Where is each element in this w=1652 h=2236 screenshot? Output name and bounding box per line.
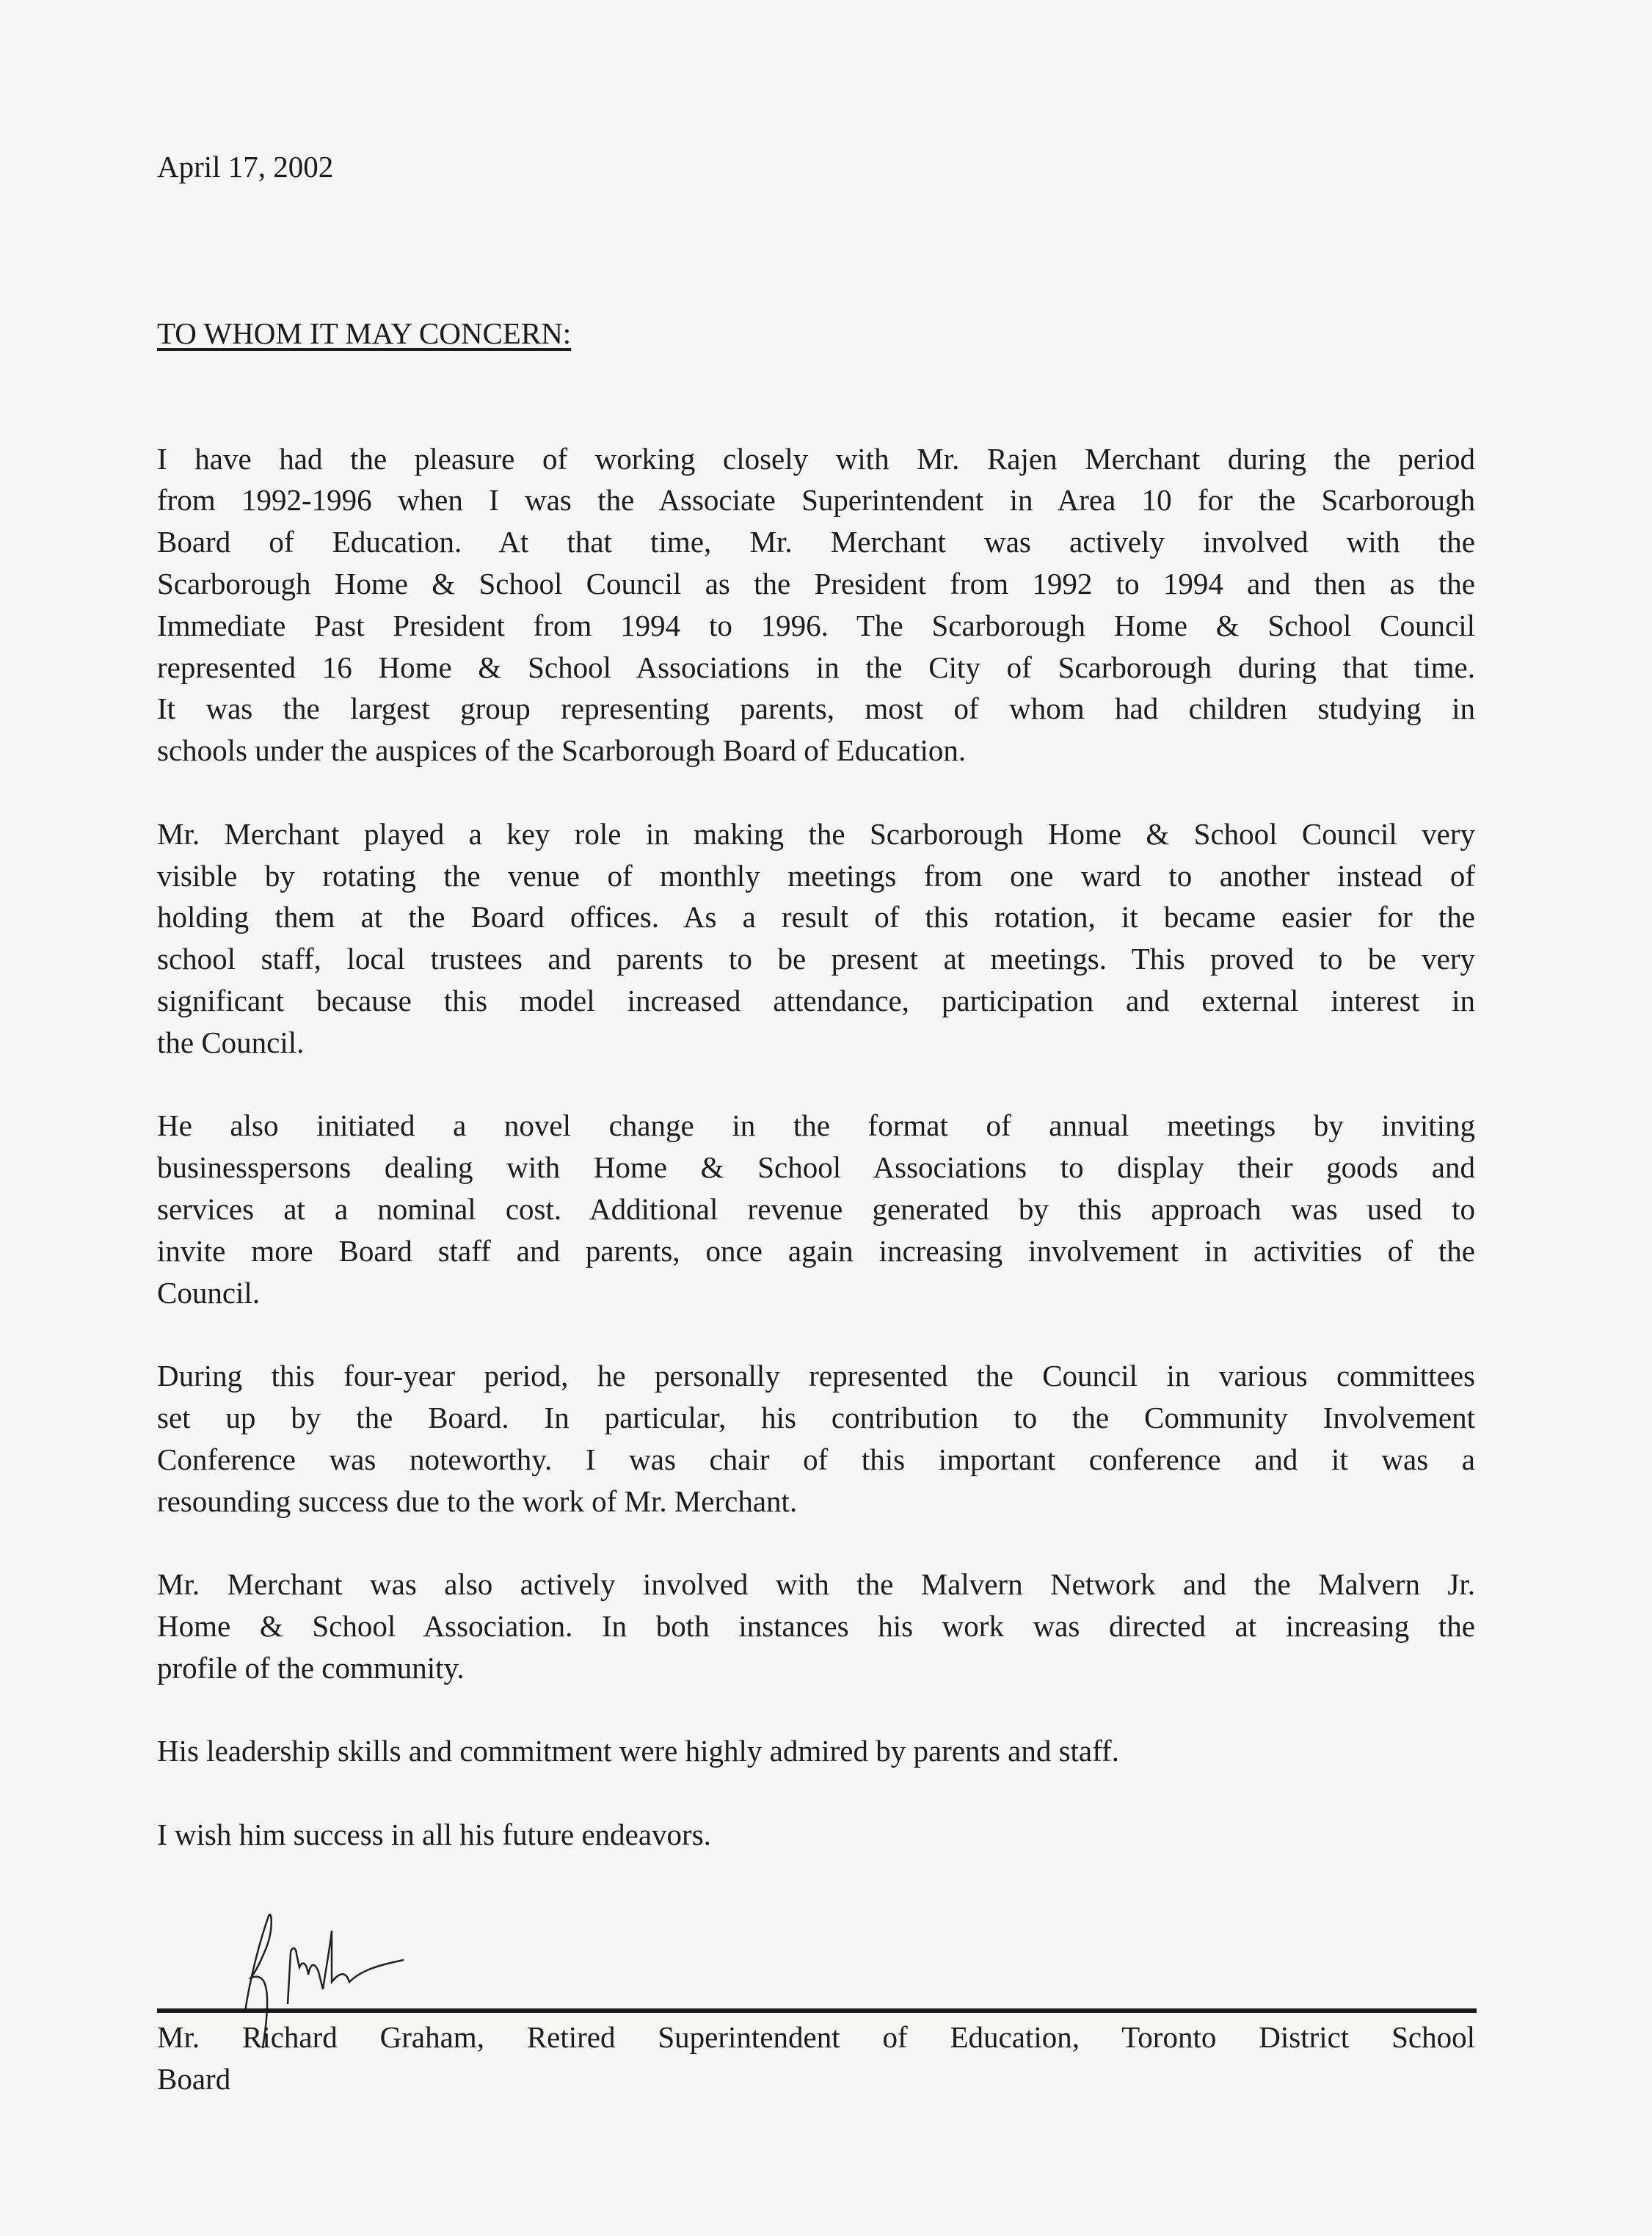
paragraph-line: Home & School Association. In both instances his work was directed at increasing the <box>157 1608 1475 1643</box>
paragraph-line: It was the largest group representing parents, most of whom had children studying in <box>157 692 1475 726</box>
paragraph-line: profile of the community. <box>157 1650 465 1685</box>
paragraph-line: I have had the pleasure of working closely with Mr. Rajen Merchant during the period <box>157 441 1475 476</box>
letter-date: April 17, 2002 <box>157 150 334 184</box>
paragraph-line: He also initiated a novel change in the format of annual meetings by inviting <box>157 1108 1475 1143</box>
salutation: TO WHOM IT MAY CONCERN: <box>157 316 572 351</box>
paragraph-line: Mr. Merchant was also actively involved with the Malvern Network and the Malvern Jr. <box>157 1567 1475 1602</box>
paragraph-line: Immediate Past President from 1994 to 1996. The Scarborough Home & School Council <box>157 608 1475 642</box>
paragraph-line: services at a nominal cost. Additional revenue generated by this approach was used to <box>157 1191 1475 1226</box>
signer-org: Board <box>157 2061 231 2096</box>
paragraph-line: Scarborough Home & School Council as the President from 1992 to 1994 and then as the <box>157 566 1475 600</box>
paragraphs <box>157 438 1475 1856</box>
paragraph-line: from 1992-1996 when I was the Associate Superintendent in Area 10 for the Scarborough <box>157 483 1475 518</box>
paragraph-line: holding them at the Board offices. As a result of this rotation, it became easier for the <box>157 900 1475 934</box>
paragraph-line: schools under the auspices of the Scarborough Board of Education. <box>157 733 967 768</box>
paragraph-line: resounding success due to the work of Mr. Merchant. <box>157 1484 798 1518</box>
paragraph-line: Mr. Merchant played a key role in making the Scarborough Home & School Council very <box>157 816 1475 851</box>
paragraph-line: set up by the Board. In particular, his contribution to the Community Involvement <box>157 1400 1475 1434</box>
paragraph-line: the Council. <box>157 1025 305 1059</box>
signature-line <box>157 2008 1477 2013</box>
signer-name-title: Mr. Richard Graham, Retired Superintendent of Education, Toronto District School <box>157 2020 1475 2054</box>
paragraph-line: invite more Board staff and parents, once again increasing involvement in activities of the <box>157 1233 1475 1268</box>
paragraph-line: visible by rotating the venue of monthly meetings from one ward to another instead of <box>157 858 1475 893</box>
paragraph-line: significant because this model increased attendance, participation and external interest in <box>157 983 1475 1017</box>
paragraph-line: represented 16 Home & School Associations in the City of Scarborough during that time. <box>157 650 1475 684</box>
paragraph-line: During this four-year period, he personally represented the Council in various committees <box>157 1359 1475 1393</box>
letter-body <box>157 146 1475 1856</box>
paragraph-line: Council. <box>157 1275 261 1310</box>
paragraph-line: Board of Education. At that time, Mr. Merchant was actively involved with the <box>157 525 1475 559</box>
paragraph-line: His leadership skills and commitment were highly admired by parents and staff. <box>157 1734 1119 1768</box>
paragraph-line: businesspersons dealing with Home & School Associations to display their goods and <box>157 1150 1475 1185</box>
paragraph-line: school staff, local trustees and parents to be present at meetings. This proved to be very <box>157 942 1475 976</box>
paragraph-line: Conference was noteworthy. I was chair of this important conference and it was a <box>157 1442 1475 1476</box>
paragraph-line: I wish him success in all his future endeavors. <box>157 1817 711 1851</box>
signer-block <box>157 2017 1475 2100</box>
